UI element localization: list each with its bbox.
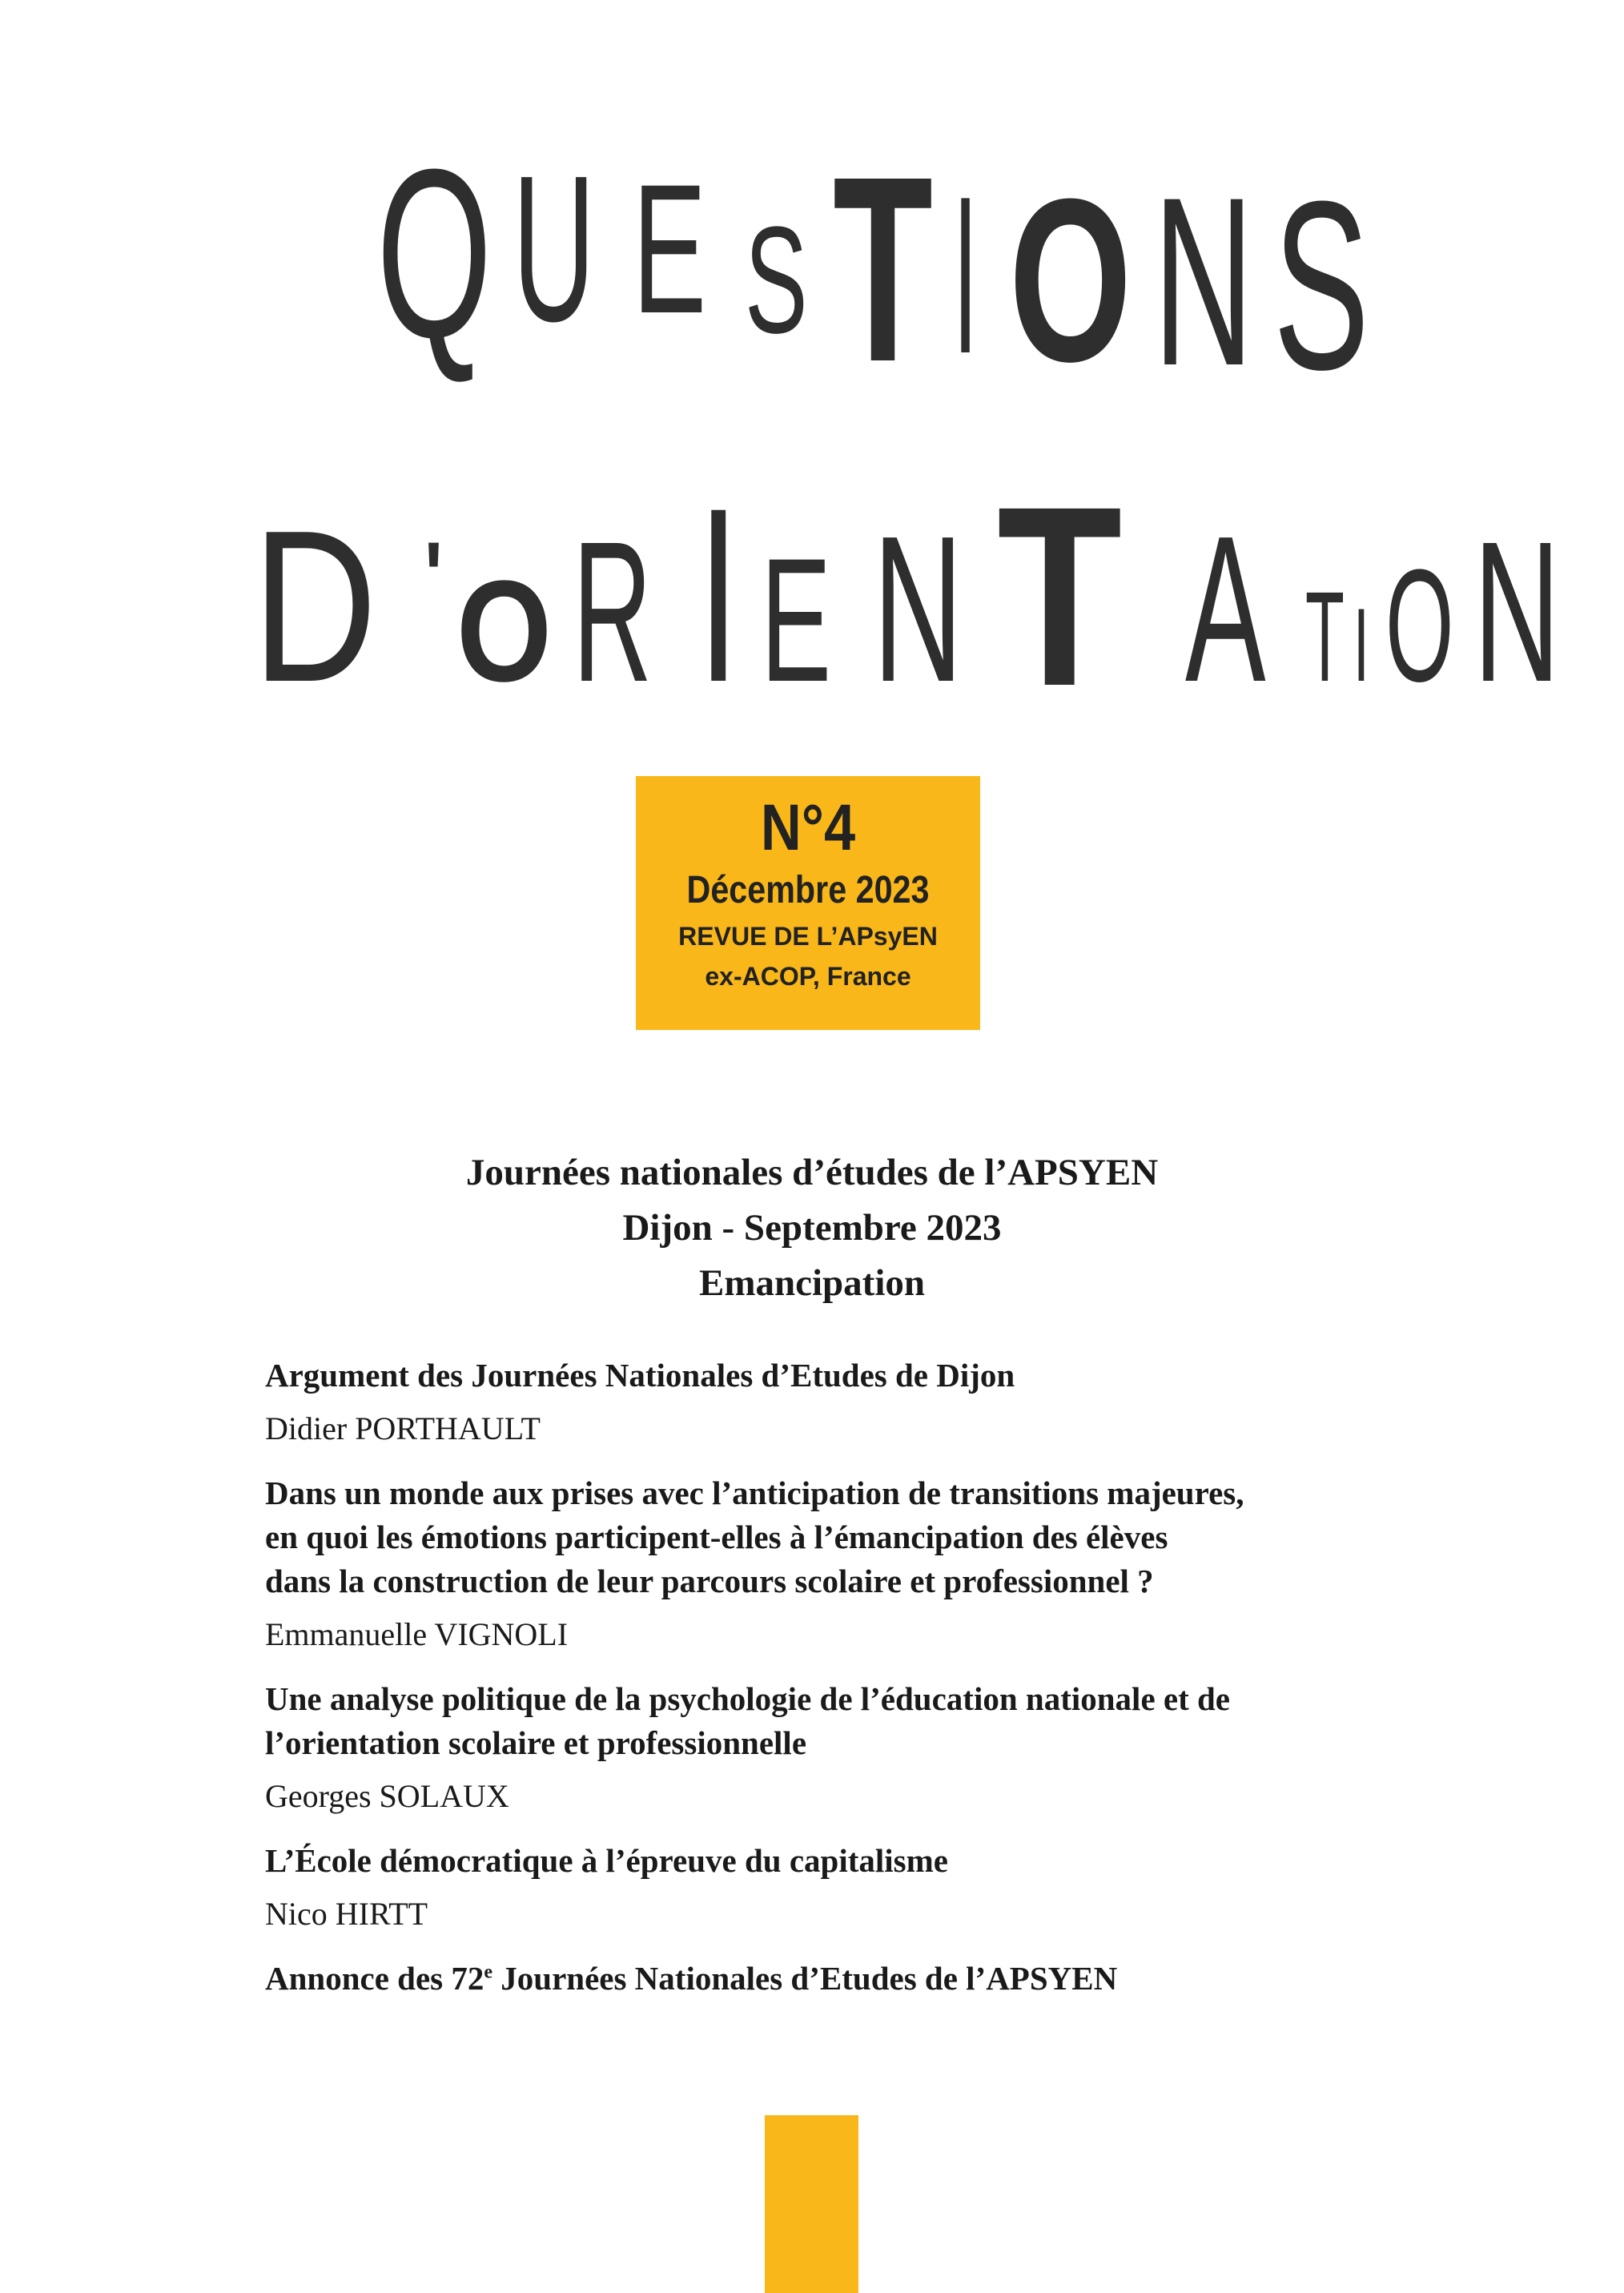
event-title: Journées nationales d’études de l’APSYEN <box>465 1152 1159 1193</box>
article-title: Dans un monde aux prises avec l’anticipation de transitions majeures, <box>265 1474 1244 1511</box>
logo-line-2-glyph: O <box>456 551 553 712</box>
issue-date: Décembre 2023 <box>686 869 930 911</box>
logo-line-1-glyph: S <box>745 195 808 365</box>
table-of-contents <box>265 1354 1426 2001</box>
article-author: Georges SOLAUX <box>265 1778 509 1814</box>
logo-line-1-glyph: O <box>1009 151 1132 410</box>
logo-line-2-glyph: T <box>1305 564 1345 709</box>
journal-title-line-1 <box>0 119 1624 420</box>
logo-line-2-glyph: E <box>761 522 832 719</box>
journal-title-line-2 <box>0 449 1624 740</box>
journal-title-logo-1 <box>0 119 1624 420</box>
announcement-text-end: Journées Nationales d’Etudes de l’APSYEN <box>492 1960 1118 1997</box>
logo-line-1-glyph: I <box>953 150 979 401</box>
article-entry <box>265 1354 1426 1450</box>
article-author: Emmanuelle VIGNOLI <box>265 1616 569 1652</box>
event-heading <box>0 1145 1624 1311</box>
logo-line-2-glyph: N <box>1473 499 1561 724</box>
article-author: Nico HIRTT <box>265 1896 428 1932</box>
logo-line-1-glyph: S <box>1273 151 1370 420</box>
announcement-text-start: Annonce des 72 <box>265 1960 484 1997</box>
logo-line-1-glyph: T <box>833 121 933 417</box>
article-title: en quoi les émotions participent-elles à l’émancipation des élèves <box>265 1519 1168 1555</box>
logo-line-1-glyph: N <box>1153 147 1254 416</box>
event-location-date: Dijon - Septembre 2023 <box>622 1207 1002 1249</box>
issue-subtitle: ex-ACOP, France <box>705 962 911 991</box>
article-title: L’École démocratique à l’épreuve du capitalisme <box>265 1842 948 1879</box>
article-entry <box>265 1471 1426 1656</box>
logo-line-2-glyph: D <box>252 485 377 727</box>
decorative-bottom-bar <box>765 2115 858 2293</box>
logo-line-2-glyph: I <box>705 457 733 734</box>
logo-line-2-glyph: N <box>873 493 963 726</box>
article-entry <box>265 1677 1426 1818</box>
logo-line-2-glyph: I <box>1353 587 1369 704</box>
logo-line-2-glyph: ' <box>424 522 443 630</box>
logo-line-2-glyph: A <box>1185 493 1266 726</box>
logo-line-1-glyph: U <box>513 132 596 365</box>
event-theme: Emancipation <box>698 1262 926 1304</box>
issue-revue: REVUE DE L’APsyEN <box>678 922 938 951</box>
announcement-superscript: e <box>484 1961 493 1983</box>
logo-line-2-glyph: T <box>997 453 1123 740</box>
article-title: Une analyse politique de la psychologie de l’éducation nationale et de <box>265 1680 1230 1717</box>
logo-line-2-glyph: O <box>1385 537 1454 716</box>
logo-line-1-glyph: E <box>633 146 707 352</box>
journal-title-logo-2 <box>0 449 1624 740</box>
announcement <box>265 1957 1426 2001</box>
issue-badge <box>636 776 980 1030</box>
issue-number: N°4 <box>760 791 856 864</box>
article-author: Didier PORTHAULT <box>265 1410 541 1446</box>
logo-line-2-glyph: R <box>573 499 653 724</box>
article-title: Argument des Journées Nationales d’Etudes de Dijon <box>265 1357 1015 1394</box>
article-entry <box>265 1839 1426 1936</box>
article-title: dans la construction de leur parcours scolaire et professionnel ? <box>265 1563 1154 1599</box>
logo-line-1-glyph: Q <box>376 119 492 388</box>
article-title: l’orientation scolaire et professionnelle <box>265 1724 807 1761</box>
